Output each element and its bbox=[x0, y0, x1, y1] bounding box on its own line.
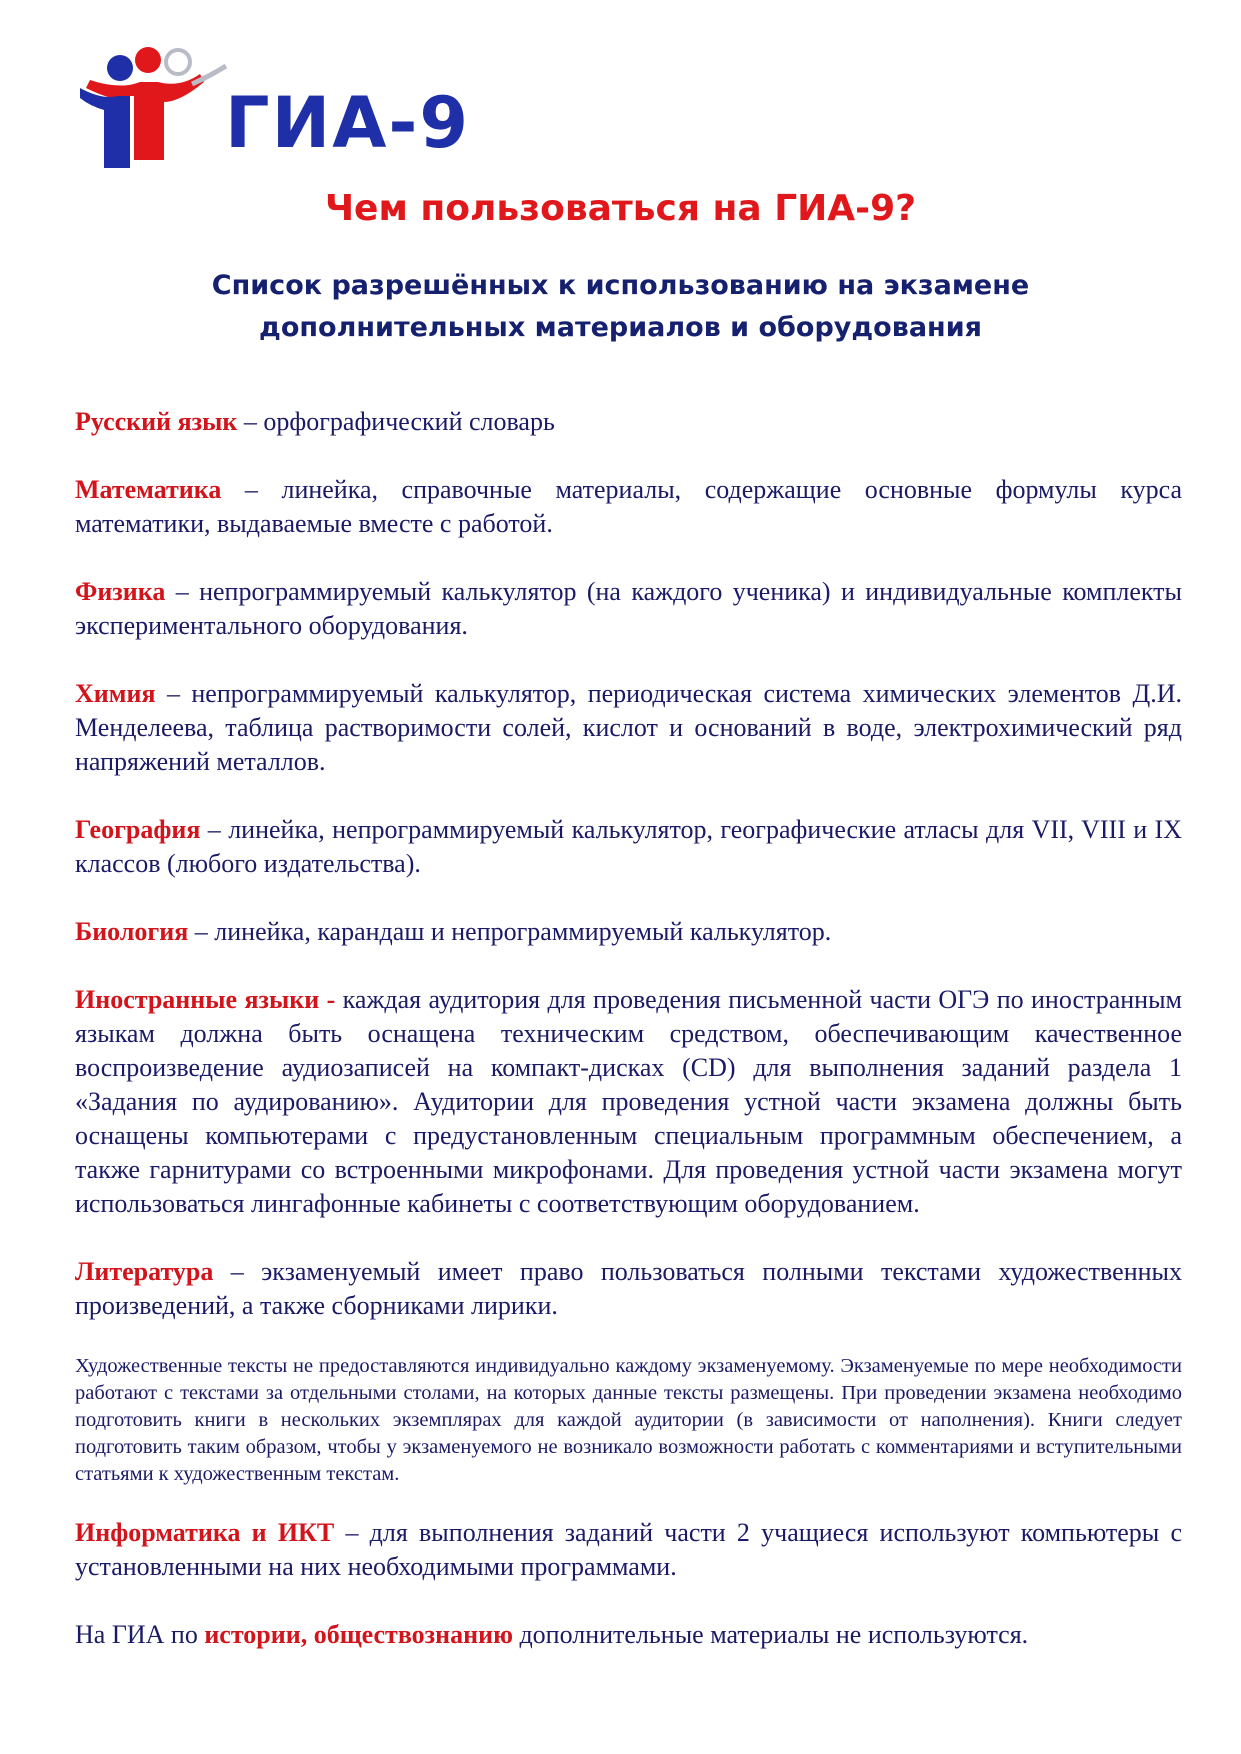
footer-note: На ГИА по истории, обществознанию дополнительные материалы не используются. bbox=[75, 1620, 1029, 1649]
subject-label: Информатика и ИКТ bbox=[75, 1518, 335, 1547]
logo-text: ГИА-9 bbox=[225, 82, 471, 164]
page-title: Чем пользоваться на ГИА-9? bbox=[324, 188, 917, 229]
subtitle-line-2: дополнительных материалов и оборудования bbox=[259, 312, 982, 343]
subject-label: Математика bbox=[75, 475, 222, 504]
literature-note: Художественные тексты не предоставляются индивидуально каждому экзаменуемому. Экзаменуемые по мере необходимости работают с текстами за отдельными столами, на которых данные тексты размещены. При проведении экзамена необходимо подготовить книги в нескольких экземплярах для каждой аудитории (в зависимости от наполнения). Книги следует подготовить таким образом, чтобы у экзаменуемого не возникало возможности работать с комментариями и вступительными статьями к художественным текстам. bbox=[75, 1355, 1182, 1485]
item-text: орфографический словарь bbox=[263, 407, 555, 436]
item-math: Математика – линейка, справочные материалы, содержащие основные формулы курса математики, выдаваемые вместе с работой. bbox=[75, 475, 1182, 538]
subject-label: География bbox=[75, 815, 201, 844]
subject-label: Физика bbox=[75, 577, 166, 606]
gia9-logo bbox=[80, 40, 480, 175]
item-chemistry: Химия – непрограммируемый калькулятор, периодическая система химических элементов Д.И. Менделеева, таблица растворимости солей, кислот и оснований в воде, электрохимический ряд напряжений металлов. bbox=[75, 679, 1183, 776]
subject-label: Иностранные языки bbox=[75, 985, 320, 1014]
subject-label: Литература bbox=[75, 1257, 214, 1286]
item-text: линейка, карандаш и непрограммируемый калькулятор. bbox=[214, 917, 832, 946]
item-text: каждая аудитория для проведения письменной части ОГЭ по иностранным языкам должна быть оснащена техническим средством, обеспечивающим качественное воспроизведение аудиозаписей на компакт-дисках (CD) для выполнения заданий раздела 1 «Задания по аудированию». Аудитории для проведения устной части экзамена должны быть оснащены компьютерами с предустановленным специальным программным обеспечением, а также гарнитурами со встроенными микрофонами. Для проведения устной части экзамена могут использоваться лингафонные кабинеты с соответствующим оборудованием. bbox=[75, 985, 1182, 1218]
item-text: непрограммируемый калькулятор, периодическая система химических элементов Д.И. Менделеева, таблица растворимости солей, кислот и оснований в воде, электрохимический ряд напряжений металлов. bbox=[75, 679, 1183, 776]
subject-label: Русский язык bbox=[75, 407, 238, 436]
materials-list bbox=[75, 405, 1182, 1652]
subject-label: Химия bbox=[75, 679, 156, 708]
page-subtitle bbox=[150, 265, 1091, 349]
item-geography: География – линейка, непрограммируемый калькулятор, географические атласы для VII, VIII и IX классов (любого издательства). bbox=[75, 815, 1182, 878]
footer-subjects: истории, обществознанию bbox=[204, 1620, 513, 1649]
item-russian: Русский язык – орфографический словарь bbox=[75, 407, 555, 436]
item-text: линейка, справочные материалы, содержащие основные формулы курса математики, выдаваемые вместе с работой. bbox=[75, 475, 1182, 538]
people-emblem-icon bbox=[80, 40, 230, 175]
item-languages: Иностранные языки - каждая аудитория для проведения письменной части ОГЭ по иностранным языкам должна быть оснащена техническим средством, обеспечивающим качественное воспроизведение аудиозаписей на компакт-дисках (CD) для выполнения заданий раздела 1 «Задания по аудированию». Аудитории для проведения устной части экзамена должны быть оснащены компьютерами с предустановленным специальным программным обеспечением, а также гарнитурами со встроенными микрофонами. Для проведения устной части экзамена могут использоваться лингафонные кабинеты с соответствующим оборудованием. bbox=[75, 985, 1182, 1218]
item-informatics: Информатика и ИКТ – для выполнения заданий части 2 учащиеся используют компьютеры с установленными на них необходимыми программами. bbox=[75, 1518, 1183, 1581]
item-text: линейка, непрограммируемый калькулятор, географические атласы для VII, VIII и IX классов (любого издательства). bbox=[75, 815, 1182, 878]
item-physics: Физика – непрограммируемый калькулятор (на каждого ученика) и индивидуальные комплекты экспериментального оборудования. bbox=[75, 577, 1183, 640]
item-literature: Литература – экзаменуемый имеет право пользоваться полными текстами художественных произведений, а также сборниками лирики. bbox=[75, 1257, 1182, 1320]
subject-label: Биология bbox=[75, 917, 189, 946]
item-text: непрограммируемый калькулятор (на каждого ученика) и индивидуальные комплекты экспериментального оборудования. bbox=[75, 577, 1183, 640]
item-biology: Биология – линейка, карандаш и непрограммируемый калькулятор. bbox=[75, 917, 832, 946]
item-text: экзаменуемый имеет право пользоваться полными текстами художественных произведений, а также сборниками лирики. bbox=[75, 1257, 1182, 1320]
item-text: для выполнения заданий части 2 учащиеся используют компьютеры с установленными на них необходимыми программами. bbox=[75, 1518, 1183, 1581]
subtitle-line-1: Список разрешённых к использованию на экзамене bbox=[211, 270, 1030, 301]
